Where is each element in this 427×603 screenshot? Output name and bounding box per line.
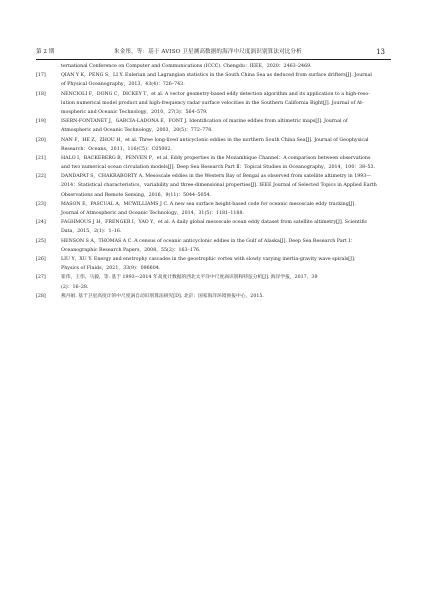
reference-entry	[36, 273, 391, 291]
reference-number: [20]	[36, 137, 46, 143]
reference-line	[36, 181, 391, 190]
running-header	[36, 45, 391, 60]
reference-line	[36, 71, 391, 80]
reference-number: [17]	[36, 73, 46, 79]
reference-entry	[36, 292, 391, 301]
reference-text: Data，2015，2(1)：1–16.	[61, 229, 122, 235]
reference-text: 崔伟，王伟，马毅，等. 基于 1993—2014 年高度计数据的西北太平洋中尺度涡识别和特征分析[J]. 海洋学报，2017，39	[61, 275, 318, 281]
reference-line	[36, 117, 391, 126]
reference-line	[36, 209, 391, 218]
reference-line	[36, 154, 391, 163]
reference-text: LIU Y，XU Y. Energy and enstrophy cascades in the geostrophic vortex with slowly varying inertia-gravity wave spirals[J].	[61, 256, 356, 262]
reference-text: FAGHMOUS J H，FRENGER I，YAO Y，et al. A daily global mesoscale ocean eddy dataset from satellite altimetry[J]. Scientific	[61, 220, 368, 226]
reference-text: Observations and Remote Sensing，2016，9(11)：5044–5054.	[61, 192, 212, 198]
reference-number: [18]	[36, 91, 46, 97]
reference-number: [19]	[36, 119, 46, 125]
reference-text: Research：Oceans，2011，116(C5)：C05002.	[61, 146, 172, 152]
reference-number: [21]	[36, 155, 46, 161]
reference-text: Journal of Atmospheric and Oceanic Technology，2014，31(5)：1181–1188.	[61, 211, 244, 216]
reference-line	[36, 237, 391, 246]
reference-line	[36, 218, 391, 227]
reference-entry	[36, 237, 391, 255]
reference-text: DANDAPAT S，CHAKRABORTY A. Mesoscale eddies in the Western Bay of Bengal as observed from satellite altimetry in 1993—	[61, 174, 372, 180]
reference-line	[36, 191, 391, 200]
reference-list	[36, 62, 391, 301]
reference-number: [23]	[36, 201, 46, 207]
reference-text: ISERN-FONTANET J，GARCÍA-LADONA E，FONT J. Identification of marine eddies from altimetric maps[J]. Journal of	[61, 119, 348, 125]
reference-text: 燕丹娟. 基于卫星高度计的中尺度涡自动识别算法研究[D]. 北京：国家海洋环境预报中心，2015.	[61, 293, 264, 299]
reference-entry	[36, 154, 391, 172]
reference-line	[36, 292, 391, 301]
reference-line	[36, 255, 391, 264]
reference-entry	[36, 62, 391, 71]
reference-line	[36, 172, 391, 181]
reference-text: NENCIOLI F，DONG C，DICKEY T，et al. A vector geometry-based eddy detection algorithm and its application to a high-reso-	[61, 91, 370, 97]
reference-entry	[36, 90, 391, 118]
reference-text: NAN F，HE Z，ZHOU H，et al. Three long-lived anticyclonic eddies in the northern South China Sea[J]. Journal of Geophysical	[61, 137, 369, 143]
reference-text: and two numerical ocean circulation models[J]. Deep Sea Research Part Ⅱ：Topical Studies in Oceanography，2014，100：38–53.	[61, 165, 376, 171]
reference-text: Oceanographic Research Papers，2008，55(2)：163–176.	[61, 247, 201, 253]
reference-entry	[36, 172, 391, 200]
reference-line	[36, 264, 391, 273]
reference-entry	[36, 200, 391, 218]
reference-number: [28]	[36, 293, 46, 299]
reference-number: [26]	[36, 256, 46, 262]
reference-line	[36, 273, 391, 282]
page-number: 13	[376, 48, 385, 56]
reference-number: [27]	[36, 275, 46, 281]
reference-text: 2014：Statistical characteristics，variability and three-dimensional properties[J]. IEEE Journal of Selected Topics in Applied Earth	[61, 183, 377, 189]
reference-number: [22]	[36, 174, 46, 180]
reference-line	[36, 246, 391, 255]
reference-text: mospheric and Oceanic Technology，2010，27(3)：564–579.	[61, 109, 208, 115]
reference-entry	[36, 136, 391, 154]
reference-number: [24]	[36, 220, 46, 226]
reference-text: HENSON S A，THOMAS A C. A census of oceanic anticyclonic eddies in the Gulf of Alaska[J]. Deep Sea Research Part Ⅰ：	[61, 238, 355, 244]
reference-line	[36, 126, 391, 135]
reference-text: Atmospheric and Oceanic Technology，2003，20(5)：772–778.	[61, 128, 213, 134]
reference-text: ternational Conference on Computer and Communications (ICCC). Chengdu：IEEE，2020：2463–2469.	[61, 64, 312, 69]
reference-line	[36, 99, 391, 108]
reference-line	[36, 283, 391, 292]
reference-line	[36, 80, 391, 89]
issue-label: 第 2 期	[36, 49, 55, 55]
reference-text: HALO I，BACKEBERG B，PENVEN P，et al. Eddy properties in the Mozambique Channel：A comparison between observations	[61, 155, 371, 161]
reference-text: Physics of Fluids，2021，33(9)：096604.	[61, 266, 161, 272]
reference-line	[36, 227, 391, 236]
running-title: 朱金彤，等：基于 AVISO 卫星测高数据的海洋中尺度涡识别算法对比分析	[114, 49, 302, 55]
reference-entry	[36, 117, 391, 135]
reference-entry	[36, 71, 391, 89]
reference-line	[36, 200, 391, 209]
reference-line	[36, 108, 391, 117]
reference-entry	[36, 255, 391, 273]
reference-text: (2)：16–28.	[61, 284, 89, 290]
reference-line	[36, 62, 391, 71]
reference-number: [25]	[36, 238, 46, 244]
reference-entry	[36, 218, 391, 236]
reference-line	[36, 90, 391, 99]
reference-line	[36, 136, 391, 145]
reference-text: lution numerical model product and high-frequency radar surface velocities in the Southern California Bight[J]. Journal of At-	[61, 100, 364, 106]
reference-line	[36, 145, 391, 154]
reference-line	[36, 163, 391, 172]
reference-text: MASON E，PASCUAL A，MCWILLIAMS J C. A new sea surface height-based code for oceanic mesoscale eddy tracking[J].	[61, 201, 356, 207]
reference-text: of Physical Oceanography，2013，43(4)：726–743.	[61, 82, 185, 88]
reference-text: QIAN Y K，PENG S，LI Y. Eulerian and Lagrangian statistics in the South China Sea as deduced from surface drifters[J]. Journal	[61, 73, 372, 79]
